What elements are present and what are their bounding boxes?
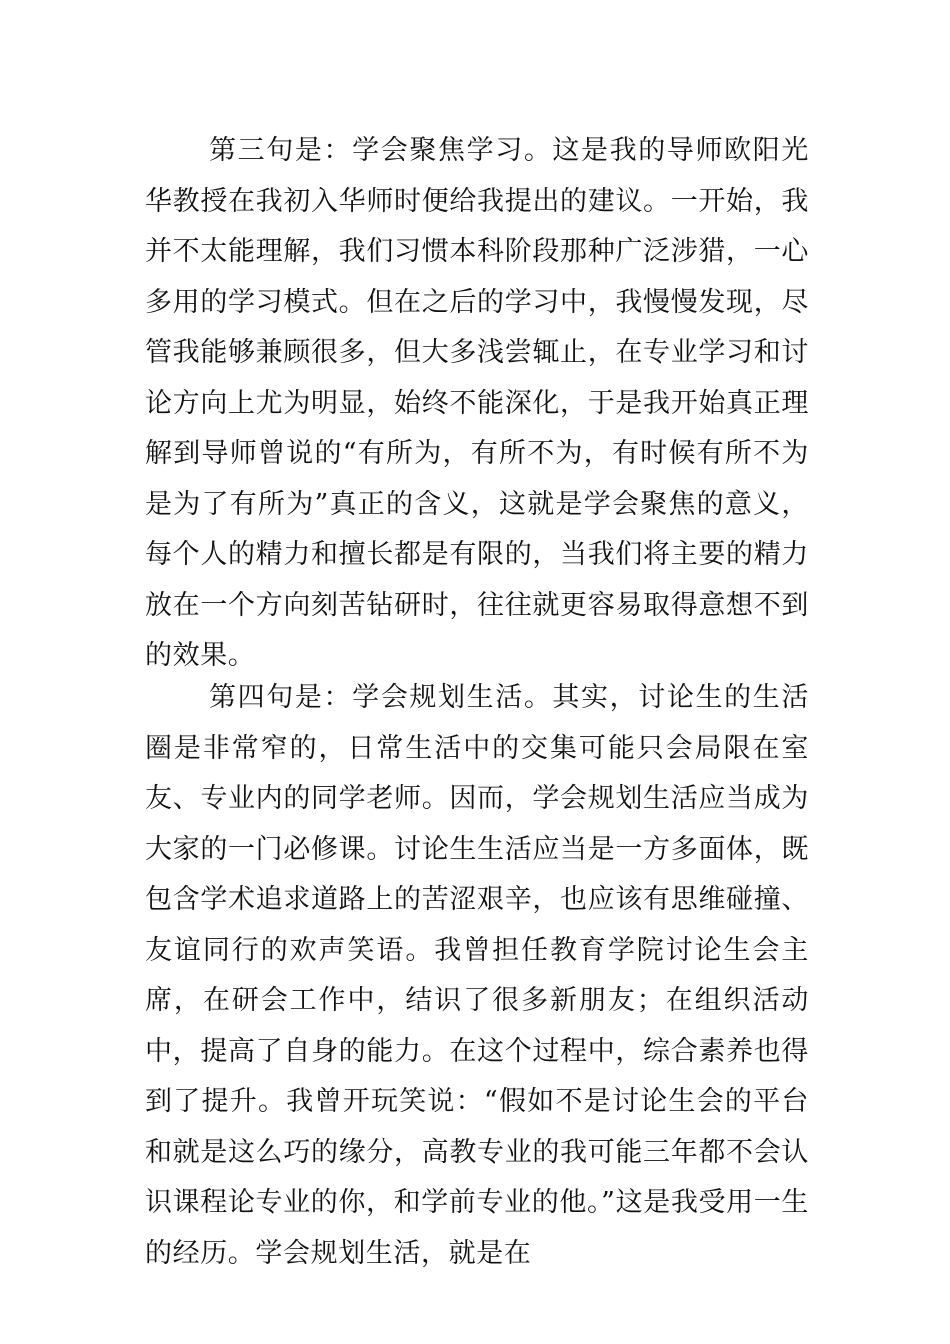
paragraph-focus-learning: 第三句是：学会聚焦学习。这是我的导师欧阳光华教授在我初入华师时便给我提出的建议。一开始，我并不太能理解，我们习惯本科阶段那种广泛涉猎，一心多用的学习模式。但在之后的学习中，我慢慢发现，尽管我能够兼顾很多，但大多浅尝辄止，在专业学习和讨论方向上尤为明显，始终不能深化，于是我开始真正理解到导师曾说的“有所为，有所不为，有时候有所不为是为了有所为”真正的含义，这就是学会聚焦的意义，每个人的精力和擅长都是有限的，当我们将主要的精力放在一个方向刻苦钻研时，往往就更容易取得意想不到的效果。	[145, 135, 809, 671]
paragraph-plan-life: 第四句是：学会规划生活。其实，讨论生的生活圈是非常窄的，日常生活中的交集可能只会局限在室友、专业内的同学老师。因而，学会规划生活应当成为大家的一门必修课。讨论生生活应当是一方多面体，既包含学术追求道路上的苦涩艰辛，也应该有思维碰撞、友谊同行的欢声笑语。我曾担任教育学院讨论生会主席，在研会工作中，结识了很多新朋友；在组织活动中，提高了自身的能力。在这个过程中，综合素养也得到了提升。我曾开玩笑说：“假如不是讨论生会的平台和就是这么巧的缘分，高教专业的我可能三年都不会认识课程论专业的你，和学前专业的他。”这是我受用一生的经历。学会规划生活，就是在	[145, 682, 809, 1269]
